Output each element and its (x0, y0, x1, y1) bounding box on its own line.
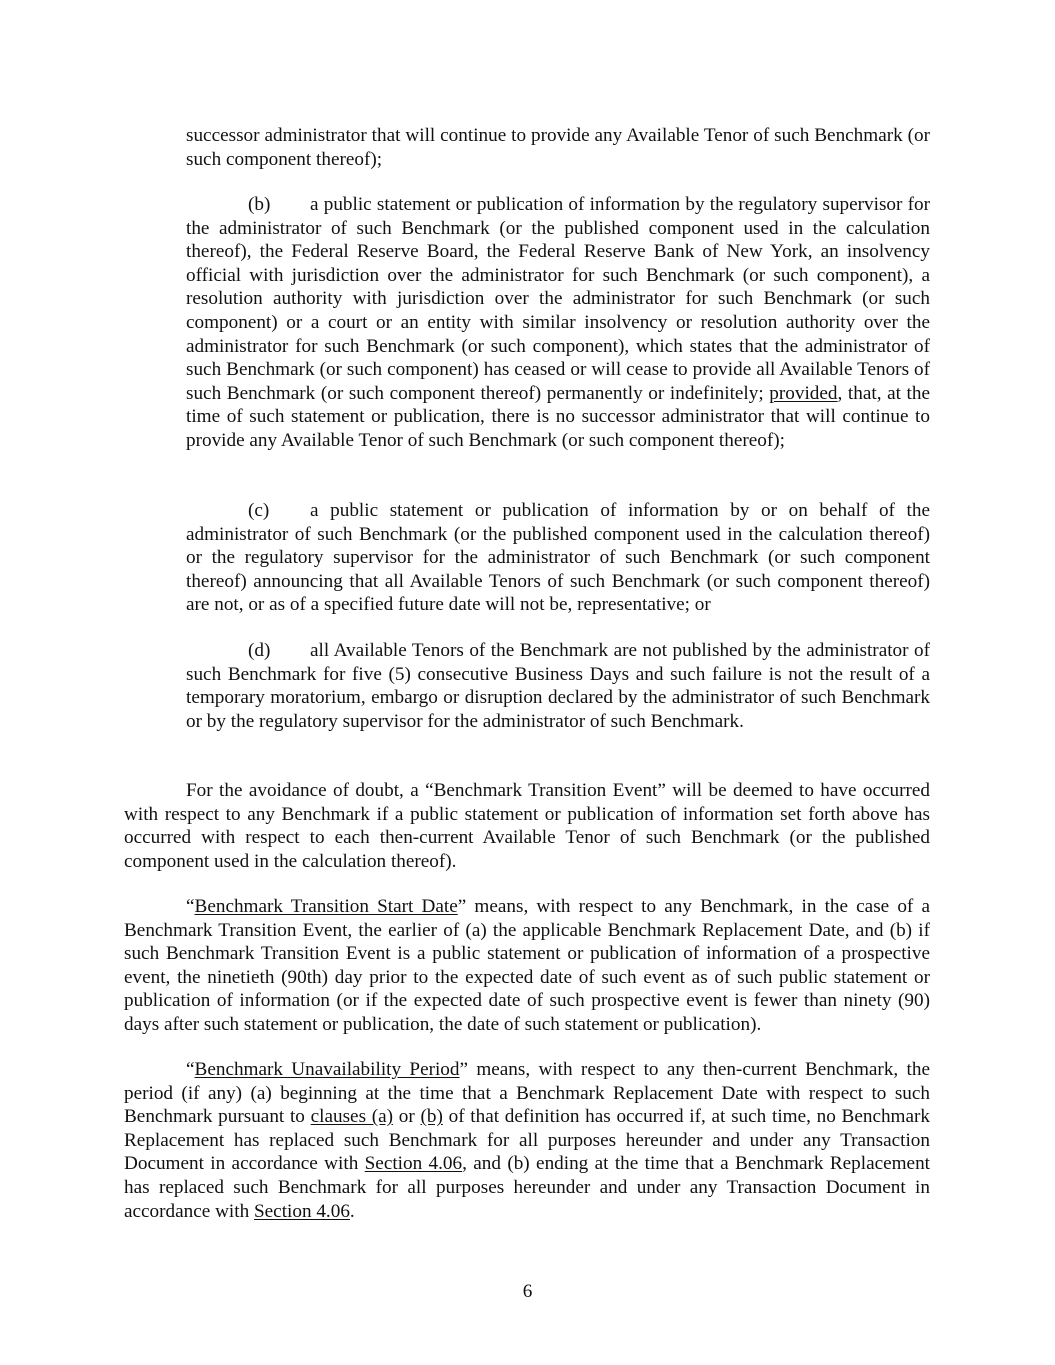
paragraph-text: a public statement or publication of information by or on behalf of the administrator of such Benchmark (or the published component used in the calculation thereof) or the regulatory supervisor for the administrator of such Benchmark (or such component thereof) announcing that all Available Tenors of such Benchmark (or such component thereof) are not, or as of a specified future date will not be, representative; or (186, 500, 930, 616)
open-quote: “ (186, 1059, 195, 1080)
definition-benchmark-unavailability-period (124, 1058, 930, 1223)
paragraph-text: , and (b) ending at the time that a Benchmark Replacement has replaced such Benchmark for all purposes hereunder and under any Transaction Document in accordance with (124, 1153, 930, 1222)
clause-label: (b) (248, 194, 271, 215)
paragraph-text: or (393, 1106, 421, 1128)
paragraph-text: successor administrator that will continue to provide any Available Tenor of such Benchmark (or such component thereof); (186, 125, 930, 170)
paragraph-text: all Available Tenors of the Benchmark are not published by the administrator of such Benchmark for five (5) consecutive Business Days and such failure is not the result of a temporary moratorium, embargo or disruption declared by the administrator of such Benchmark or by the regulatory supervisor for the administrator of such Benchmark. (186, 640, 930, 732)
paragraph-text: ” means, with respect to any then-current Benchmark, the period (if any) (a) beginning at the time that a Benchmark Replacement Date with respect to such Benchmark pursuant to (124, 1059, 930, 1128)
paragraph-clause-c (186, 499, 930, 617)
clause-label: (c) (248, 500, 270, 521)
paragraph-continuation (186, 124, 930, 171)
cross-reference-clause-b: (b) (420, 1106, 443, 1128)
cross-reference-clause-a: clauses (a) (310, 1106, 394, 1128)
paragraph-text: . (349, 1200, 355, 1222)
page-number: 6 (522, 1281, 533, 1302)
paragraph-clause-d (186, 639, 930, 733)
paragraph-text: of that definition has occurred if, at such time, no Benchmark Replacement has replaced such Benchmark for all purposes hereunder and under any Transaction Document in accordance with (124, 1106, 930, 1175)
cross-reference-section: Section 4.06 (364, 1153, 463, 1175)
paragraph-clause-b (186, 193, 930, 453)
paragraph-text: a public statement or publication of information by the regulatory supervisor for the administrator of such Benchmark (or the published component used in the calculation thereof), the Federal Reserve Board, the Federal Reserve Bank of New York, an insolvency official with jurisdiction over the administrator for such Benchmark (or such component), a resolution authority with jurisdiction over the administrator for such Benchmark (or such component) or a court or an entity with similar insolvency or resolution authority over the administrator for such Benchmark (or such component), which states that the administrator of such Benchmark (or such component) has ceased or will cease to provide all Available Tenors of such Benchmark (or such component thereof) permanently or indefinitely; (186, 194, 930, 404)
defined-term: Benchmark Unavailability Period (194, 1059, 460, 1080)
defined-term-provided: provided (769, 382, 838, 404)
paragraph-text: For the avoidance of doubt, a “Benchmark Transition Event” will be deemed to have occurred with respect to any Benchmark if a public statement or publication of information set forth above has occurred with respect to each then-current Available Tenor of such Benchmark (or the published component used in the calculation thereof). (124, 780, 930, 872)
paragraph-text: , that, at the time of such statement or publication, there is no successor administrator that will continue to provide any Available Tenor of such Benchmark (or such component thereof); (186, 382, 930, 451)
open-quote: “ (186, 896, 195, 917)
clause-label: (d) (248, 640, 271, 661)
cross-reference-section: Section 4.06 (253, 1200, 350, 1222)
definition-benchmark-transition-start-date (124, 895, 930, 1037)
defined-term: Benchmark Transition Start Date (194, 896, 458, 917)
paragraph-avoidance-of-doubt (124, 779, 930, 873)
paragraph-text: ” means, with respect to any Benchmark, in the case of a Benchmark Transition Event, the earlier of (a) the applicable Benchmark Replacement Date, and (b) if such Benchmark Transition Event is a public statement or publication of information of a prospective event, the ninetieth (90th) day prior to the expected date of such event as of such public statement or publication of information (or if the expected date of such prospective event is fewer than ninety (90) days after such statement or publication, the date of such statement or publication). (124, 896, 930, 1035)
